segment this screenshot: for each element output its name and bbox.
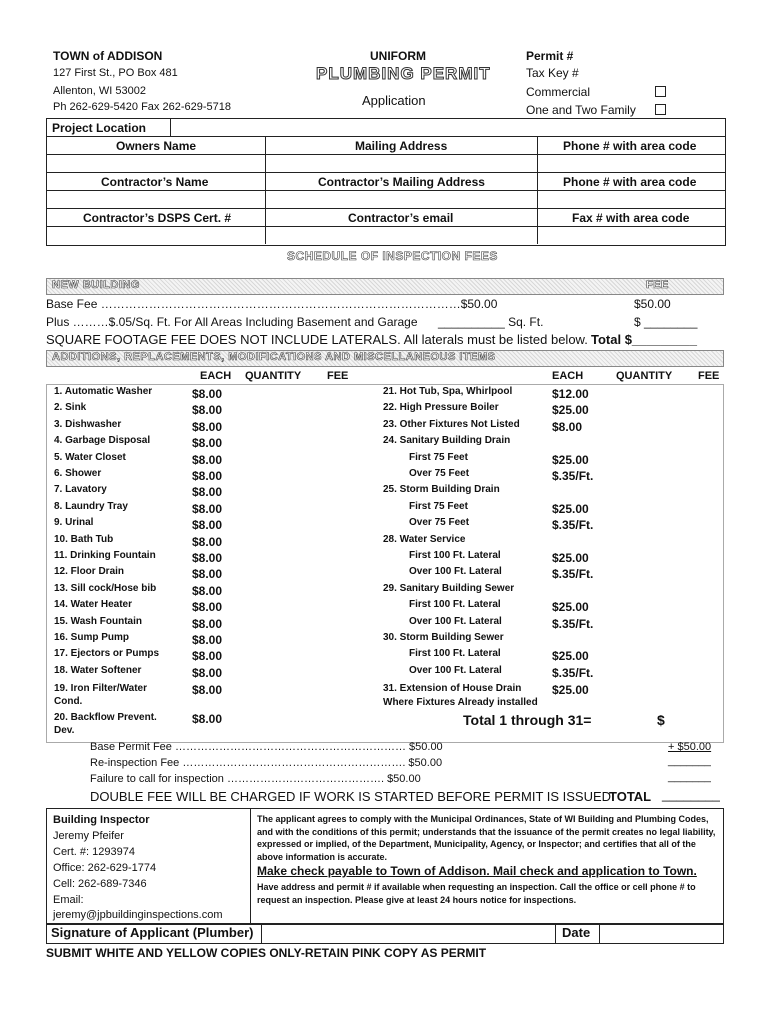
left-item-price: $8.00	[192, 649, 223, 664]
right-item-price: $12.00	[552, 387, 589, 401]
left-item-price: $8.00	[192, 633, 223, 647]
one-two-family-checkbox[interactable]	[655, 104, 666, 115]
right-item-price: $.35/Ft.	[552, 616, 594, 631]
right-item-price: $8.00	[552, 419, 583, 434]
left-item-price: $8.00	[192, 665, 223, 680]
contractor-dsps-label: Contractor’s DSPS Cert. #	[83, 211, 232, 225]
mailing-address-label: Mailing Address	[355, 139, 448, 153]
right-item-label: First 100 Ft. Lateral	[409, 599, 501, 611]
inspection-request-note: Have address and permit # if available when requesting an inspection. Call the office or cell phone # to request an inspection. Please give at least 24 hours notice for inspections.	[257, 882, 696, 905]
item-31-price: $25.00	[552, 683, 589, 697]
commercial-label: Commercial	[526, 85, 591, 99]
agreement-text: The applicant agrees to comply with the Municipal Ordinances, State of WI Building and Plumbing Codes, and with the conditions of this permit; understands that the issuance of the permit creates no legal liability, expressed or implied, of the Department, Municipality, Agency, or Inspector; and certifies that all of the above information is accurate.	[257, 814, 716, 862]
left-item-price: $8.00	[192, 600, 223, 615]
right-item-label: First 100 Ft. Lateral	[409, 648, 501, 660]
left-item-price: $8.00	[192, 469, 223, 483]
failure-fee: Failure to call for inspection ……………………………………. $50.00	[90, 773, 421, 785]
right-item-label: Over 100 Ft. Lateral	[409, 615, 502, 627]
reinspection-fee: Re-inspection Fee ……………………………………………………. $50.00	[90, 757, 443, 769]
left-item-label: 18. Water Softener	[54, 664, 142, 676]
col-each-left: EACH	[200, 370, 232, 382]
left-item-label: 12. Floor Drain	[54, 566, 125, 578]
date-label: Date	[562, 925, 591, 940]
inspector-email-label: Email:	[53, 894, 84, 906]
left-item-label: 3. Dishwasher	[54, 418, 122, 430]
left-item-price: $8.00	[192, 583, 223, 598]
signature-label: Signature of Applicant (Plumber)	[51, 925, 254, 940]
sq-ft-field[interactable]: __________ Sq. Ft.	[438, 315, 544, 329]
fax-field[interactable]	[538, 227, 723, 243]
inspector-cert: Cert. #: 1293974	[53, 846, 135, 858]
item-20-line2: Dev.	[54, 725, 75, 736]
fax-label: Fax # with area code	[572, 211, 690, 225]
town-name: TOWN of ADDISON	[53, 49, 163, 63]
left-item-label: 14. Water Heater	[54, 599, 132, 611]
left-item-price: $8.00	[192, 616, 223, 631]
right-item-price: $25.00	[552, 403, 589, 418]
owners-name-field[interactable]	[47, 155, 264, 171]
contractor-name-label: Contractor’s Name	[101, 175, 209, 189]
left-item-label: 4. Garbage Disposal	[54, 435, 151, 447]
left-item-price: $8.00	[192, 534, 223, 549]
item-19-price: $8.00	[192, 683, 223, 697]
right-item-label: Over 75 Feet	[409, 517, 470, 529]
left-item-label: 13. Sill cock/Hose bib	[54, 582, 157, 594]
right-item-price: $25.00	[552, 452, 589, 467]
total-1-31-dollar[interactable]: $	[657, 712, 665, 728]
right-item-price: $.35/Ft.	[552, 518, 594, 533]
left-item-label: 8. Laundry Tray	[54, 500, 128, 512]
project-location-label: Project Location	[52, 121, 147, 135]
right-item-label: Over 100 Ft. Lateral	[409, 664, 502, 676]
left-item-label: 6. Shower	[54, 468, 102, 479]
inspector-name: Jeremy Pfeifer	[53, 830, 124, 842]
left-item-label: 5. Water Closet	[54, 451, 126, 463]
plus-line: Plus ………$.05/Sq. Ft. For All Areas Including Basement and Garage	[46, 315, 418, 329]
right-item-price: $.35/Ft.	[552, 469, 594, 483]
left-item-label: 11. Drinking Fountain	[54, 550, 156, 561]
right-item-label: Over 75 Feet	[409, 468, 470, 479]
left-item-price: $8.00	[192, 436, 223, 451]
contractor-mailing-field[interactable]	[266, 191, 536, 207]
contractor-email-field[interactable]	[266, 227, 536, 243]
left-item-label: 16. Sump Pump	[54, 632, 130, 643]
left-item-price: $8.00	[192, 551, 223, 565]
one-two-family-label: One and Two Family	[526, 103, 636, 117]
owners-name-label: Owners Name	[116, 139, 197, 153]
contractor-dsps-field[interactable]	[47, 227, 264, 243]
left-item-price: $8.00	[192, 518, 223, 533]
total-1-31-label: Total 1 through 31=	[463, 712, 592, 728]
item-20-price: $8.00	[192, 712, 223, 726]
col-quantity-left: QUANTITY	[245, 370, 302, 382]
new-building-label: NEW BUILDING	[52, 279, 140, 291]
left-item-price: $8.00	[192, 567, 223, 582]
right-item-label: 23. Other Fixtures Not Listed	[383, 418, 520, 430]
commercial-checkbox[interactable]	[655, 86, 666, 97]
sq-footage-note: SQUARE FOOTAGE FEE DOES NOT INCLUDE LATERALS. All laterals must be listed below.	[46, 332, 588, 347]
failure-blank[interactable]: _______	[668, 771, 711, 783]
permit-number-label: Permit #	[526, 49, 574, 63]
contractor-phone-label: Phone # with area code	[563, 175, 697, 189]
right-item-label: First 75 Feet	[409, 451, 468, 463]
schedule-title: SCHEDULE OF INSPECTION FEES	[287, 249, 498, 263]
item-19-line2: Cond.	[54, 696, 83, 707]
right-item-price: $25.00	[552, 551, 589, 565]
base-fee-line: Base Fee ………………………………………………………………………………$50.00	[46, 297, 498, 311]
right-item-label: Over 100 Ft. Lateral	[409, 566, 502, 578]
grand-total-label: TOTAL	[609, 789, 652, 804]
left-item-label: 15. Wash Fountain	[54, 615, 142, 627]
left-item-label: 10. Bath Tub	[54, 533, 114, 545]
permit-title: PLUMBING PERMIT	[316, 64, 491, 83]
col-quantity-right: QUANTITY	[616, 370, 673, 382]
contractor-email-label: Contractor’s email	[348, 211, 454, 225]
double-fee-warning: DOUBLE FEE WILL BE CHARGED IF WORK IS STARTED BEFORE PERMIT IS ISSUED	[90, 789, 612, 804]
inspector-title: Building Inspector	[53, 814, 150, 826]
left-item-price: $8.00	[192, 501, 223, 516]
left-item-price: $8.00	[192, 419, 223, 434]
base-fee-amount: $50.00	[634, 297, 671, 311]
item-20-line1: 20. Backflow Prevent.	[54, 712, 157, 723]
right-item-label: 30. Storm Building Sewer	[383, 632, 504, 643]
right-item-price: $25.00	[552, 600, 589, 615]
left-item-label: 1. Automatic Washer	[54, 386, 153, 397]
project-location-field[interactable]	[171, 119, 723, 135]
contractor-mailing-label: Contractor’s Mailing Address	[318, 175, 485, 189]
col-fee-right: FEE	[698, 370, 720, 382]
right-item-price: $25.00	[552, 501, 589, 516]
right-item-label: 28. Water Service	[383, 533, 466, 545]
town-address-2: Allenton, WI 53002	[53, 85, 146, 97]
left-item-label: 7. Lavatory	[54, 484, 107, 496]
town-address-1: 127 First St., PO Box 481	[53, 67, 178, 79]
left-item-label: 17. Ejectors or Pumps	[54, 648, 160, 660]
inspector-email[interactable]: jeremy@jpbuildinginspections.com	[53, 909, 223, 921]
right-item-label: 25. Storm Building Drain	[383, 484, 500, 496]
left-item-price: $8.00	[192, 403, 223, 418]
tax-key-label: Tax Key #	[526, 66, 579, 80]
right-item-label: 21. Hot Tub, Spa, Whirlpool	[383, 386, 513, 397]
contractor-name-field[interactable]	[47, 191, 264, 207]
right-item-price: $.35/Ft.	[552, 567, 594, 582]
inspector-office: Office: 262-629-1774	[53, 862, 157, 874]
phone-label: Phone # with area code	[563, 139, 697, 153]
inspector-cell: Cell: 262-689-7346	[53, 878, 147, 890]
col-fee-left: FEE	[327, 370, 349, 382]
uniform-label: UNIFORM	[370, 49, 426, 63]
left-item-label: 2. Sink	[54, 402, 87, 414]
right-item-label: First 75 Feet	[409, 500, 468, 512]
right-item-price: $.35/Ft.	[552, 665, 594, 680]
left-item-price: $8.00	[192, 452, 223, 467]
base-permit-amount: + $50.00	[668, 741, 712, 753]
base-permit-fee: Base Permit Fee ……………………………………………………… $50.00	[90, 741, 443, 753]
left-item-label: 9. Urinal	[54, 517, 94, 529]
new-building-fee-label: FEE	[646, 279, 669, 291]
right-item-label: First 100 Ft. Lateral	[409, 550, 501, 561]
left-item-price: $8.00	[192, 485, 223, 500]
left-item-price: $8.00	[192, 387, 223, 401]
right-item-label: 24. Sanitary Building Drain	[383, 435, 511, 447]
make-check-note: Make check payable to Town of Addison. Mail check and application to Town.	[257, 864, 697, 878]
application-label: Application	[362, 93, 426, 108]
right-item-label: 22. High Pressure Boiler	[383, 402, 499, 414]
grand-total-field[interactable]: ________	[662, 787, 720, 802]
additions-label: ADDITIONS, REPLACEMENTS, MODIFICATIONS AND MISCELLANEOUS ITEMS	[52, 351, 496, 363]
signature-field[interactable]	[262, 925, 554, 942]
right-item-price: $25.00	[552, 649, 589, 664]
item-19-line1: 19. Iron Filter/Water	[54, 683, 147, 694]
reinspection-blank[interactable]: _______	[668, 755, 711, 767]
footer-note: SUBMIT WHITE AND YELLOW COPIES ONLY-RETAIN PINK COPY AS PERMIT	[46, 946, 487, 960]
town-phone: Ph 262-629-5420 Fax 262-629-5718	[53, 101, 231, 113]
new-building-band	[46, 278, 724, 295]
item-31-line1: 31. Extension of House Drain	[383, 683, 522, 694]
sq-ft-fee-field[interactable]: $ ________	[634, 315, 698, 329]
date-field[interactable]	[600, 925, 721, 942]
item-31-line2: Where Fixtures Already installed	[383, 697, 538, 708]
contractor-phone-field[interactable]	[538, 191, 723, 207]
right-item-label: 29. Sanitary Building Sewer	[383, 582, 515, 594]
phone-field[interactable]	[538, 155, 723, 171]
col-each-right: EACH	[552, 370, 584, 382]
new-building-total[interactable]: Total $_________	[591, 332, 697, 347]
mailing-address-field[interactable]	[266, 155, 536, 171]
